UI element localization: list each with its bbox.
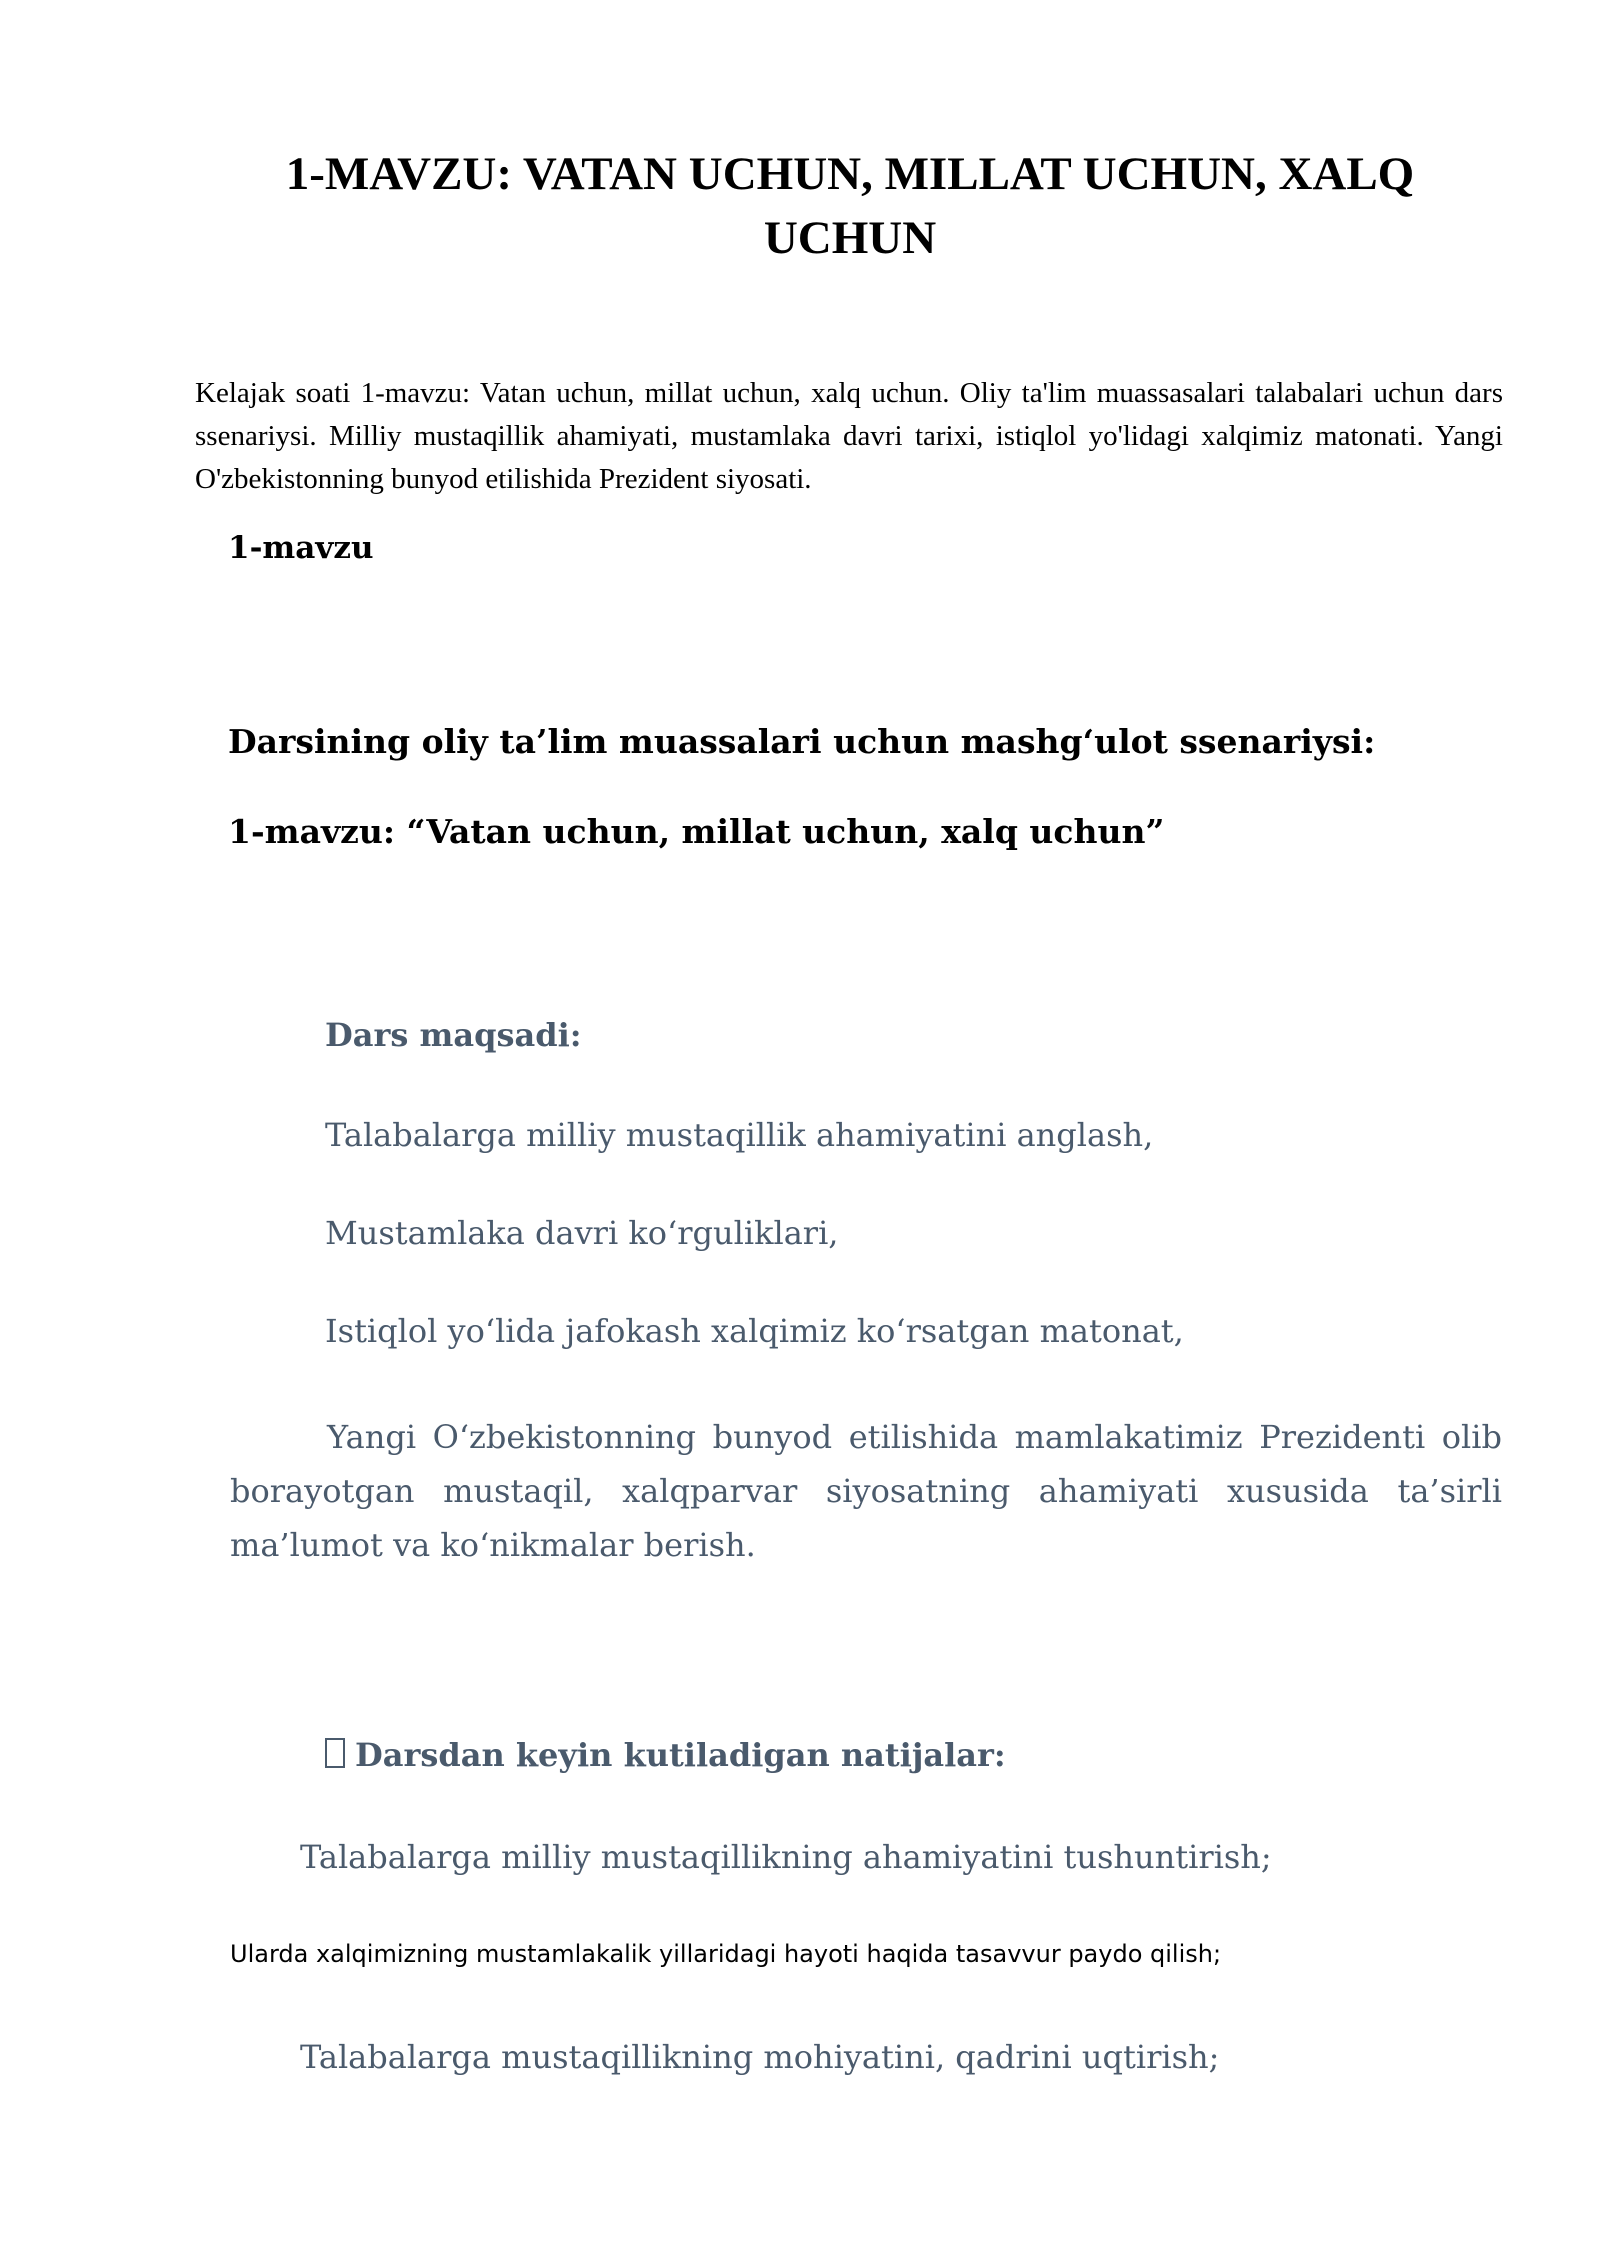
page-title: 1-MAVZU: VATAN UCHUN, MILLAT UCHUN, XALQ UCHUN	[285, 148, 1415, 264]
goal-paragraph: Yangi O‘zbekistonning bunyod etilishida mamlakatimiz Prezidenti olib borayotgan mustaqil, xalqparvar siyosatning ahamiyati xususida ta’sirli ma’lumot va ko‘nikmalar berish.	[230, 1418, 1502, 1564]
subheading: 1-mavzu	[228, 530, 374, 566]
goals-label: Dars maqsadi:	[325, 1016, 582, 1054]
outcome-item: Ularda xalqimizning mustamlakalik yillaridagi hayoti haqida tasavvur paydo qilish;	[230, 1940, 1222, 1968]
outcome-item: Talabalarga mustaqillikning mohiyatini, qadrini uqtirish;	[300, 2038, 1220, 2076]
outcome-item: Talabalarga milliy mustaqillikning ahamiyatini tushuntirish;	[300, 1838, 1272, 1876]
box-icon	[325, 1738, 345, 1768]
scenario-heading: Darsining oliy ta’lim muassalari uchun mashg‘ulot ssenariysi:	[228, 722, 1376, 761]
outcomes-label: Darsdan keyin kutiladigan natijalar:	[355, 1736, 1006, 1774]
topic-heading: 1-mavzu: “Vatan uchun, millat uchun, xalq uchun”	[228, 812, 1165, 851]
outcomes-heading	[325, 1736, 1006, 1774]
intro-paragraph: Kelajak soati 1-mavzu: Vatan uchun, millat uchun, xalq uchun. Oliy ta'lim muassasalari talabalari uchun dars ssenariysi. Milliy mustaqillik ahamiyati, mustamlaka davri tarixi, istiqlol yo'lidagi xalqimiz matonati. Yangi O'zbekistonning bunyod etilishida Prezident siyosati.	[195, 377, 1503, 495]
goal-item: Talabalarga milliy mustaqillik ahamiyatini anglash,	[325, 1116, 1154, 1154]
goal-item: Mustamlaka davri ko‘rguliklari,	[325, 1214, 839, 1252]
goal-item: Istiqlol yo‘lida jafokash xalqimiz ko‘rsatgan matonat,	[325, 1312, 1184, 1350]
